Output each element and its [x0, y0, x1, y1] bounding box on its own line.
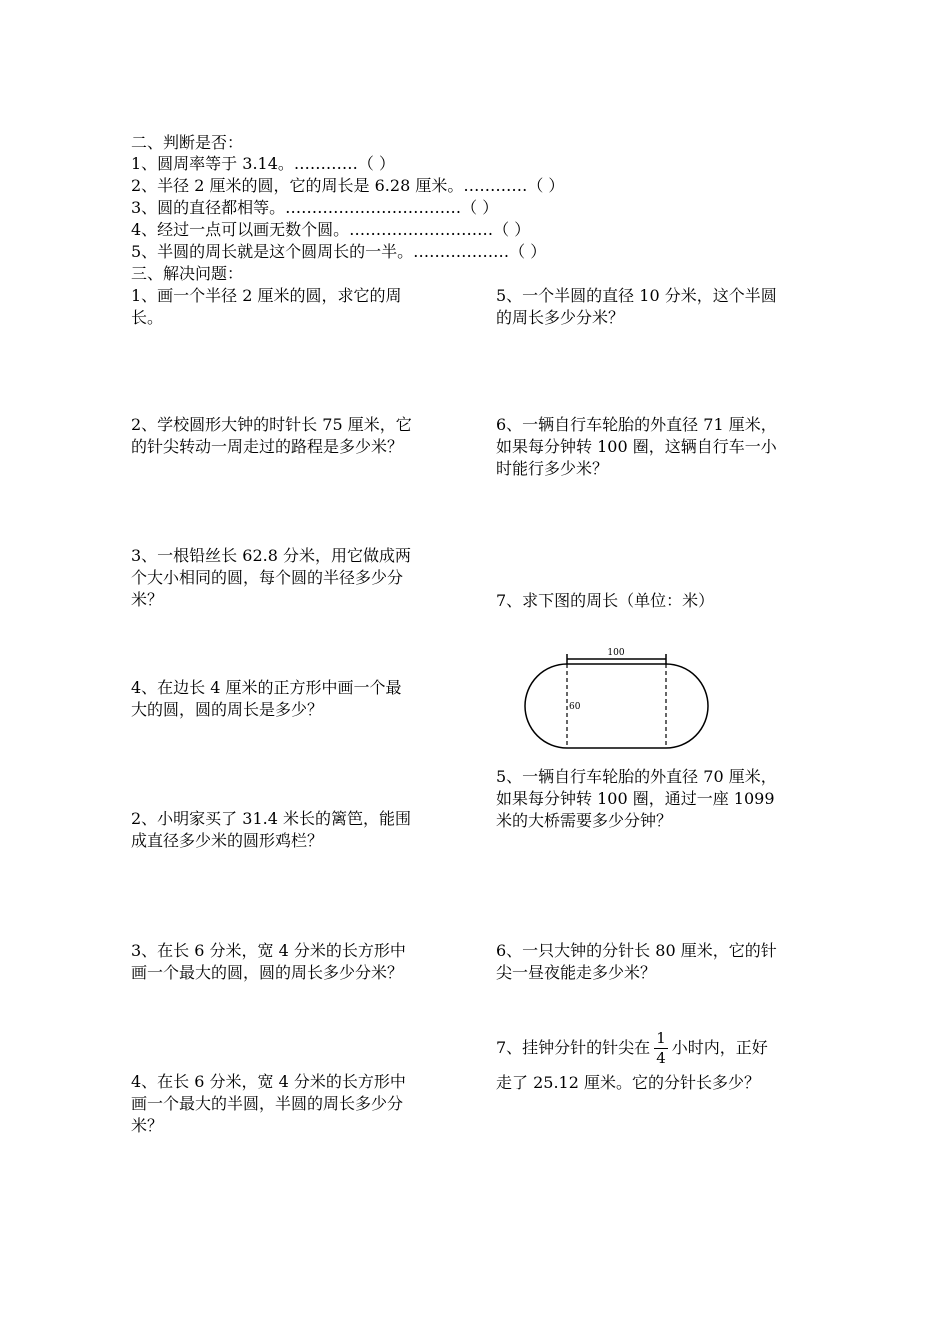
problem-line: 米？ [131, 1116, 164, 1135]
problem-line: 6、一只大钟的分针长 80 厘米，它的针 [496, 941, 777, 960]
problem-right-1 [496, 285, 777, 329]
problem-line: 如果每分钟转 100 圈，这辆自行车一小 [496, 437, 777, 456]
problem-line: 成直径多少米的圆形鸡栏？ [131, 831, 324, 850]
problem-line: 画一个最大的半圆，半圆的周长多少分 [131, 1094, 404, 1113]
figure-side-label: 60 [569, 702, 581, 712]
problem-line: 走了 25.12 厘米。它的分针长多少？ [496, 1073, 760, 1092]
problem-right-2 [496, 414, 777, 480]
problem-line: 长。 [131, 308, 164, 327]
problem-line: 如果每分钟转 100 圈，通过一座 1099 [496, 789, 775, 808]
problem-line: 画一个最大的圆，圆的周长多少分米？ [131, 963, 404, 982]
problem-left-5 [131, 808, 411, 852]
problem-line: 2、学校圆形大钟的时针长 75 厘米，它 [131, 415, 412, 434]
problem-line: 4、在边长 4 厘米的正方形中画一个最 [131, 678, 402, 697]
problem-line: 3、在长 6 分米，宽 4 分米的长方形中 [131, 941, 406, 960]
problem-line: 米的大桥需要多少分钟？ [496, 811, 673, 830]
problem-line: 2、小明家买了 31.4 米长的篱笆，能围 [131, 809, 411, 828]
q7b-after: 小时内，正好 [671, 1038, 768, 1057]
problem-right-3 [496, 590, 714, 612]
section-2-heading: 二、判断是否： [131, 133, 244, 152]
section-3-heading: 三、解决问题： [131, 264, 244, 283]
q7b-before: 7、挂钟分针的针尖在 [496, 1038, 651, 1057]
problem-line [496, 1026, 768, 1070]
problem-line: 米？ [131, 590, 164, 609]
problem-line: 4、在长 6 分米，宽 4 分米的长方形中 [131, 1072, 406, 1091]
problem-left-6 [131, 940, 406, 984]
problem-left-3 [131, 545, 411, 611]
problem-right-4 [496, 766, 777, 832]
judge-item-2: 2、半径 2 厘米的圆，它的周长是 6.28 厘米。…………（ ） [131, 176, 565, 195]
problem-line: 5、一辆自行车轮胎的外直径 70 厘米， [496, 767, 777, 786]
problem-line: 7、求下图的周长（单位：米） [496, 591, 715, 610]
problem-line: 的周长多少分米？ [496, 308, 625, 327]
judge-item-4: 4、经过一点可以画无数个圆。………………………（ ） [131, 220, 531, 239]
problem-line: 6、一辆自行车轮胎的外直径 71 厘米， [496, 415, 777, 434]
problem-line: 时能行多少米？ [496, 459, 609, 478]
problem-line: 大的圆，圆的周长是多少？ [131, 700, 324, 719]
problem-left-1 [131, 285, 402, 329]
problem-left-2 [131, 414, 412, 458]
problem-line: 1、画一个半径 2 厘米的圆，求它的周 [131, 286, 402, 305]
judge-item-1: 1、圆周率等于 3.14。…………（ ） [131, 154, 395, 173]
problem-line: 个大小相同的圆，每个圆的半径多少分 [131, 568, 404, 587]
problem-line: 5、一个半圆的直径 10 分米，这个半圆 [496, 286, 777, 305]
fraction-denominator: 4 [656, 1049, 666, 1067]
problem-line: 3、一根铅丝长 62.8 分米，用它做成两 [131, 546, 411, 565]
problem-left-7 [131, 1071, 406, 1137]
problem-left-4 [131, 677, 402, 721]
judge-item-5: 5、半圆的周长就是这个圆周长的一半。………………（ ） [131, 242, 547, 261]
problem-right-5 [496, 940, 777, 984]
fraction [654, 1029, 668, 1068]
figure-top-label: 100 [607, 648, 625, 658]
problem-line: 尖一昼夜能走多少米？ [496, 963, 657, 982]
problem-line: 的针尖转动一周走过的路程是多少米？ [131, 437, 404, 456]
stadium-figure [523, 642, 713, 757]
fraction-numerator: 1 [656, 1029, 666, 1047]
problem-right-6 [496, 1026, 768, 1094]
judge-item-3: 3、圆的直径都相等。……………………………（ ） [131, 198, 499, 217]
